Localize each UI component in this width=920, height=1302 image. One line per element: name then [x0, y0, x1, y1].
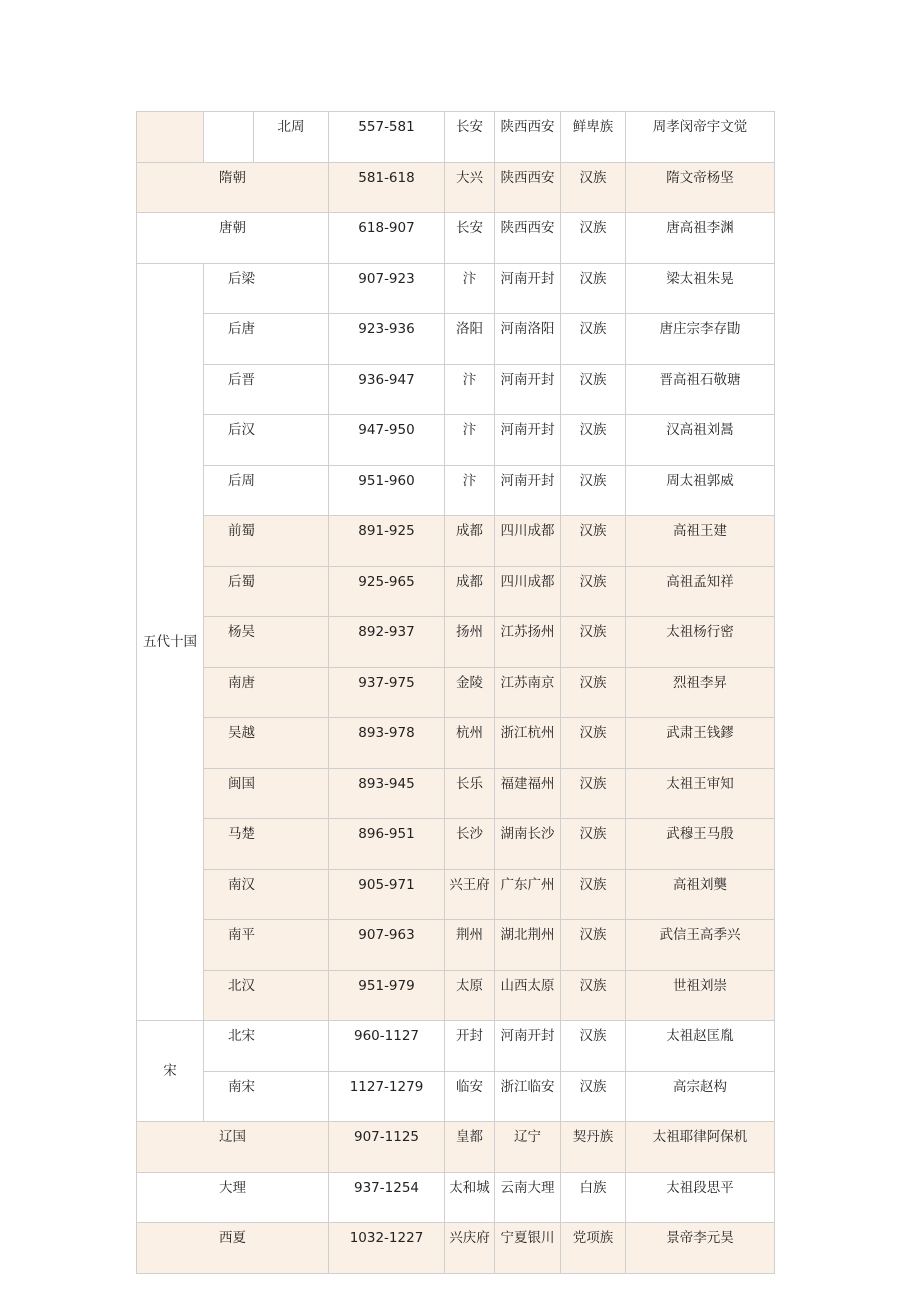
capital: 成都: [445, 516, 495, 567]
founder: 汉高祖刘暠: [626, 415, 775, 466]
table-row: [137, 1122, 775, 1173]
dynasty-table-body: [137, 112, 775, 1274]
founder: 景帝李元昊: [626, 1223, 775, 1274]
ethnic-group: 汉族: [561, 617, 626, 668]
capital-today: 辽宁: [495, 1122, 561, 1173]
capital-today: 湖南长沙: [495, 819, 561, 870]
years: 907-1125: [329, 1122, 445, 1173]
years: 923-936: [329, 314, 445, 365]
table-row: [137, 566, 775, 617]
table-row: [137, 465, 775, 516]
capital: 汴: [445, 364, 495, 415]
capital-today: 浙江杭州: [495, 718, 561, 769]
table-row: [137, 415, 775, 466]
capital: 成都: [445, 566, 495, 617]
table-row: [137, 718, 775, 769]
dynasty-name: 后晋: [204, 364, 329, 415]
table-row-tang: [137, 213, 775, 264]
ethnic-group: 汉族: [561, 314, 626, 365]
capital-today: 陕西西安: [495, 162, 561, 213]
capital: 长安: [445, 213, 495, 264]
capital: 汴: [445, 465, 495, 516]
ethnic-group: 汉族: [561, 364, 626, 415]
ethnic-group: 汉族: [561, 819, 626, 870]
dynasty-name: 后周: [204, 465, 329, 516]
dynasty-name: 北汉: [204, 970, 329, 1021]
ethnic-group: 白族: [561, 1172, 626, 1223]
founder: 晋高祖石敬瑭: [626, 364, 775, 415]
ethnic-group: 汉族: [561, 1021, 626, 1072]
capital-today: 广东广州: [495, 869, 561, 920]
table-row: [137, 263, 775, 314]
capital-today: 四川成都: [495, 566, 561, 617]
table-row: [137, 970, 775, 1021]
table-row: [137, 1223, 775, 1274]
dynasty-name: 南汉: [204, 869, 329, 920]
dynasty-name: 马楚: [204, 819, 329, 870]
table-row: [137, 1021, 775, 1072]
years: 936-947: [329, 364, 445, 415]
founder: 太祖王审知: [626, 768, 775, 819]
years: 907-963: [329, 920, 445, 971]
table-row: [137, 819, 775, 870]
years: 937-1254: [329, 1172, 445, 1223]
dynasty-name: 前蜀: [204, 516, 329, 567]
years: 937-975: [329, 667, 445, 718]
founder: 武信王高季兴: [626, 920, 775, 971]
capital-today: 江苏南京: [495, 667, 561, 718]
years: 1127-1279: [329, 1071, 445, 1122]
capital-today: 河南洛阳: [495, 314, 561, 365]
capital: 长安: [445, 112, 495, 163]
capital: 兴王府: [445, 869, 495, 920]
capital: 临安: [445, 1071, 495, 1122]
founder: 武肃王钱鏐: [626, 718, 775, 769]
years: 905-971: [329, 869, 445, 920]
dynasty-name: 后汉: [204, 415, 329, 466]
capital: 太和城: [445, 1172, 495, 1223]
founder: 高祖孟知祥: [626, 566, 775, 617]
capital: 长沙: [445, 819, 495, 870]
table-row: [137, 364, 775, 415]
dynasty-name: 辽国: [137, 1122, 329, 1173]
capital-today: 江苏扬州: [495, 617, 561, 668]
capital: 长乐: [445, 768, 495, 819]
table-row: [137, 920, 775, 971]
capital-today: 陕西西安: [495, 112, 561, 163]
capital: 杭州: [445, 718, 495, 769]
years: 951-960: [329, 465, 445, 516]
founder: 周太祖郭威: [626, 465, 775, 516]
sub-group-cell-empty: [204, 112, 254, 163]
years: 896-951: [329, 819, 445, 870]
dynasty-name: 大理: [137, 1172, 329, 1223]
dynasty-name: 西夏: [137, 1223, 329, 1274]
group-name: 宋: [137, 1021, 204, 1122]
capital-today: 四川成都: [495, 516, 561, 567]
dynasty-name: 南唐: [204, 667, 329, 718]
dynasty-name: 南平: [204, 920, 329, 971]
dynasty-name: 后梁: [204, 263, 329, 314]
founder: 唐高祖李渊: [626, 213, 775, 264]
dynasty-name: 后蜀: [204, 566, 329, 617]
capital: 大兴: [445, 162, 495, 213]
capital-today: 河南开封: [495, 263, 561, 314]
capital: 汴: [445, 415, 495, 466]
ethnic-group: 党项族: [561, 1223, 626, 1274]
capital: 皇都: [445, 1122, 495, 1173]
capital-today: 湖北荆州: [495, 920, 561, 971]
founder: 武穆王马殷: [626, 819, 775, 870]
table-row: [137, 869, 775, 920]
dynasty-name: 唐朝: [137, 213, 329, 264]
years: 907-923: [329, 263, 445, 314]
years: 893-978: [329, 718, 445, 769]
years: 960-1127: [329, 1021, 445, 1072]
founder: 高祖王建: [626, 516, 775, 567]
founder: 太祖赵匡胤: [626, 1021, 775, 1072]
dynasty-name: 杨吴: [204, 617, 329, 668]
capital-today: 浙江临安: [495, 1071, 561, 1122]
dynasty-name: 闽国: [204, 768, 329, 819]
years: 557-581: [329, 112, 445, 163]
dynasty-name: 北周: [254, 112, 329, 163]
years: 925-965: [329, 566, 445, 617]
ethnic-group: 契丹族: [561, 1122, 626, 1173]
dynasty-table: [136, 111, 775, 1274]
founder: 烈祖李昇: [626, 667, 775, 718]
years: 581-618: [329, 162, 445, 213]
capital-today: 陕西西安: [495, 213, 561, 264]
table-row: [137, 617, 775, 668]
years: 951-979: [329, 970, 445, 1021]
founder: 高宗赵构: [626, 1071, 775, 1122]
capital: 太原: [445, 970, 495, 1021]
dynasty-name: 南宋: [204, 1071, 329, 1122]
table-row: [137, 516, 775, 567]
table-row: [137, 768, 775, 819]
dynasty-name: 隋朝: [137, 162, 329, 213]
table-row-sui: [137, 162, 775, 213]
capital: 洛阳: [445, 314, 495, 365]
founder: 世祖刘崇: [626, 970, 775, 1021]
ethnic-group: 汉族: [561, 415, 626, 466]
founder: 梁太祖朱晃: [626, 263, 775, 314]
ethnic-group: 汉族: [561, 516, 626, 567]
ethnic-group: 鲜卑族: [561, 112, 626, 163]
founder: 太祖耶律阿保机: [626, 1122, 775, 1173]
years: 892-937: [329, 617, 445, 668]
ethnic-group: 汉族: [561, 718, 626, 769]
capital: 开封: [445, 1021, 495, 1072]
table-row: [137, 1071, 775, 1122]
table-row: [137, 667, 775, 718]
table-row: [137, 314, 775, 365]
ethnic-group: 汉族: [561, 869, 626, 920]
ethnic-group: 汉族: [561, 920, 626, 971]
years: 618-907: [329, 213, 445, 264]
capital: 荆州: [445, 920, 495, 971]
capital-today: 福建福州: [495, 768, 561, 819]
founder: 隋文帝杨坚: [626, 162, 775, 213]
capital-today: 河南开封: [495, 415, 561, 466]
founder: 高祖刘龑: [626, 869, 775, 920]
capital: 扬州: [445, 617, 495, 668]
years: 891-925: [329, 516, 445, 567]
capital: 汴: [445, 263, 495, 314]
dynasty-name: 吴越: [204, 718, 329, 769]
capital: 兴庆府: [445, 1223, 495, 1274]
ethnic-group: 汉族: [561, 1071, 626, 1122]
years: 947-950: [329, 415, 445, 466]
capital-today: 云南大理: [495, 1172, 561, 1223]
ethnic-group: 汉族: [561, 970, 626, 1021]
capital-today: 宁夏银川: [495, 1223, 561, 1274]
capital-today: 河南开封: [495, 364, 561, 415]
ethnic-group: 汉族: [561, 667, 626, 718]
ethnic-group: 汉族: [561, 263, 626, 314]
group-name: 五代十国: [137, 263, 204, 1021]
capital-today: 山西太原: [495, 970, 561, 1021]
dynasty-name: 北宋: [204, 1021, 329, 1072]
table-row-beizhou: [137, 112, 775, 163]
founder: 周孝闵帝宇文觉: [626, 112, 775, 163]
founder: 太祖段思平: [626, 1172, 775, 1223]
capital: 金陵: [445, 667, 495, 718]
ethnic-group: 汉族: [561, 465, 626, 516]
group-cell-empty: [137, 112, 204, 163]
table-row: [137, 1172, 775, 1223]
ethnic-group: 汉族: [561, 566, 626, 617]
years: 1032-1227: [329, 1223, 445, 1274]
ethnic-group: 汉族: [561, 768, 626, 819]
dynasty-name: 后唐: [204, 314, 329, 365]
capital-today: 河南开封: [495, 1021, 561, 1072]
capital-today: 河南开封: [495, 465, 561, 516]
years: 893-945: [329, 768, 445, 819]
founder: 太祖杨行密: [626, 617, 775, 668]
ethnic-group: 汉族: [561, 162, 626, 213]
ethnic-group: 汉族: [561, 213, 626, 264]
founder: 唐庄宗李存勖: [626, 314, 775, 365]
